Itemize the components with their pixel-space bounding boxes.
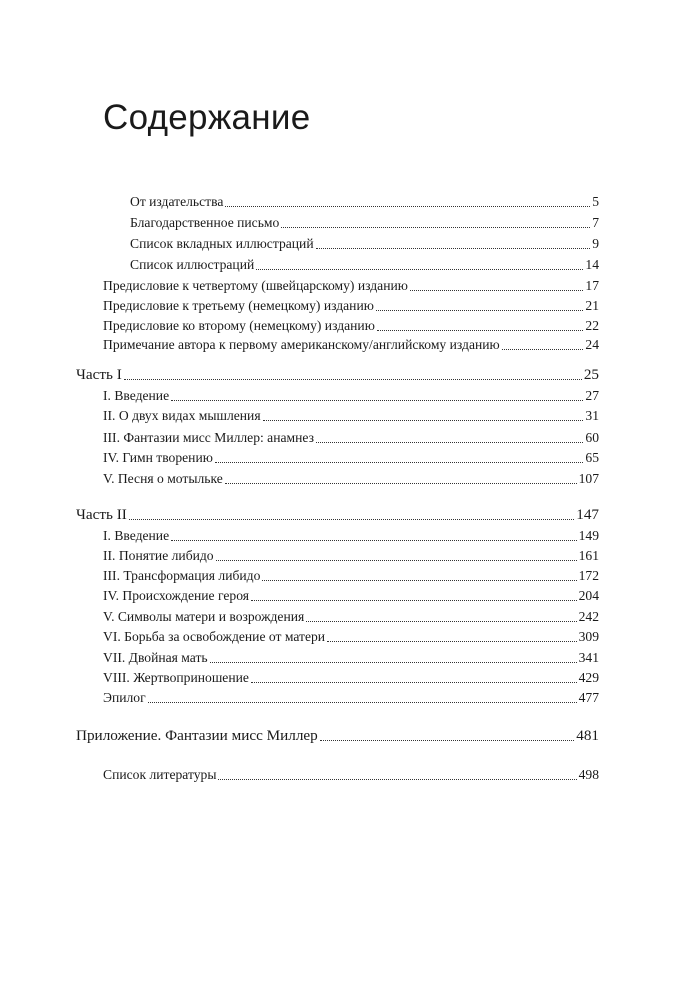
toc-entry-thanks[interactable] bbox=[130, 215, 599, 231]
dot-leader bbox=[320, 740, 574, 741]
toc-entry-page: 309 bbox=[578, 629, 599, 644]
dot-leader bbox=[148, 702, 577, 703]
toc-entry-title: V. Символы матери и возрождения bbox=[103, 609, 305, 624]
toc-entry-title: III. Трансформация либидо bbox=[103, 568, 261, 583]
dot-leader bbox=[225, 206, 590, 207]
dot-leader bbox=[281, 227, 590, 228]
toc-entry-page: 498 bbox=[578, 767, 599, 782]
toc-entry-title: Предисловие ко второму (немецкому) изданию bbox=[103, 318, 375, 333]
toc-entry-title: VI. Борьба за освобождение от матери bbox=[103, 629, 326, 644]
toc-entry-title: От издательства bbox=[130, 194, 224, 209]
toc-entry-page: 481 bbox=[576, 727, 599, 744]
dot-leader bbox=[376, 310, 584, 311]
toc-entry-page: 27 bbox=[585, 388, 599, 403]
dot-leader bbox=[377, 330, 584, 331]
dot-leader bbox=[218, 779, 576, 780]
toc-entry-chapter[interactable] bbox=[103, 408, 599, 424]
dot-leader bbox=[502, 349, 584, 350]
toc-entry-title: II. Понятие либидо bbox=[103, 548, 214, 563]
toc-entry-part-1[interactable] bbox=[76, 367, 599, 383]
toc-entry-epilogue[interactable] bbox=[103, 690, 599, 706]
toc-entry-page: 25 bbox=[583, 366, 599, 383]
toc-entry-page: 477 bbox=[578, 690, 599, 705]
dot-leader bbox=[263, 420, 584, 421]
toc-entry-page: 17 bbox=[585, 278, 599, 293]
toc-entry-chapter[interactable] bbox=[103, 588, 599, 604]
toc-entry-page: 31 bbox=[585, 408, 599, 423]
toc-entry-page: 204 bbox=[578, 588, 599, 603]
toc-entry-title: II. О двух видах мышления bbox=[103, 408, 261, 423]
toc-entry-illustrations[interactable] bbox=[130, 257, 599, 273]
toc-entry-page: 65 bbox=[585, 450, 599, 465]
dot-leader bbox=[316, 442, 583, 443]
dot-leader bbox=[216, 560, 577, 561]
toc-entry-page: 107 bbox=[578, 471, 599, 486]
toc-entry-bibliography[interactable] bbox=[103, 767, 599, 783]
toc-entry-publisher[interactable] bbox=[130, 194, 599, 210]
toc-entry-chapter[interactable] bbox=[103, 450, 599, 466]
toc-entry-preface-3[interactable] bbox=[103, 298, 599, 314]
dot-leader bbox=[124, 379, 582, 380]
dot-leader bbox=[251, 600, 577, 601]
toc-entry-chapter[interactable] bbox=[103, 388, 599, 404]
toc-entry-page: 60 bbox=[585, 430, 599, 445]
toc-entry-preface-2[interactable] bbox=[103, 318, 599, 334]
toc-entry-title: Список литературы bbox=[103, 767, 217, 782]
toc-entry-title: VIII. Жертвоприношение bbox=[103, 670, 249, 685]
dot-leader bbox=[306, 621, 576, 622]
toc-entry-title: Часть II bbox=[76, 506, 127, 523]
toc-entry-chapter[interactable] bbox=[103, 629, 599, 645]
dot-leader bbox=[210, 662, 577, 663]
toc-entry-page: 24 bbox=[585, 337, 599, 352]
toc-entry-chapter[interactable] bbox=[103, 528, 599, 544]
toc-entry-title: Часть I bbox=[76, 366, 122, 383]
page-title: Содержание bbox=[103, 98, 311, 137]
toc-entry-appendix[interactable] bbox=[76, 728, 599, 744]
toc-entry-title: V. Песня о мотыльке bbox=[103, 471, 223, 486]
toc-entry-title: Приложение. Фантазии мисс Миллер bbox=[76, 727, 318, 744]
dot-leader bbox=[171, 400, 583, 401]
toc-entry-page: 161 bbox=[578, 548, 599, 563]
toc-entry-author-note[interactable] bbox=[103, 337, 599, 353]
toc-entry-title: Список иллюстраций bbox=[130, 257, 255, 272]
toc-entry-title: Предисловие к четвертому (швейцарскому) изданию bbox=[103, 278, 408, 293]
toc-entry-chapter[interactable] bbox=[103, 670, 599, 686]
dot-leader bbox=[129, 519, 574, 520]
toc-entry-page: 22 bbox=[585, 318, 599, 333]
toc-entry-page: 429 bbox=[578, 670, 599, 685]
dot-leader bbox=[327, 641, 577, 642]
dot-leader bbox=[215, 462, 584, 463]
toc-entry-page: 149 bbox=[578, 528, 599, 543]
toc-entry-page: 242 bbox=[578, 609, 599, 624]
toc-entry-page: 341 bbox=[578, 650, 599, 665]
dot-leader bbox=[410, 290, 583, 291]
toc-entry-chapter[interactable] bbox=[103, 568, 599, 584]
toc-entry-page: 7 bbox=[592, 215, 599, 230]
toc-entry-chapter[interactable] bbox=[103, 548, 599, 564]
toc-entry-chapter[interactable] bbox=[103, 650, 599, 666]
toc-entry-page: 5 bbox=[592, 194, 599, 209]
toc-entry-title: Предисловие к третьему (немецкому) изданию bbox=[103, 298, 374, 313]
toc-entry-plates[interactable] bbox=[130, 236, 599, 252]
toc-entry-page: 14 bbox=[585, 257, 599, 272]
toc-entry-page: 172 bbox=[578, 568, 599, 583]
toc-entry-chapter[interactable] bbox=[103, 471, 599, 487]
toc-entry-page: 147 bbox=[576, 506, 599, 523]
toc-entry-title: IV. Происхождение героя bbox=[103, 588, 250, 603]
toc-entry-page: 21 bbox=[585, 298, 599, 313]
toc-entry-title: IV. Гимн творению bbox=[103, 450, 213, 465]
dot-leader bbox=[171, 540, 576, 541]
toc-entry-title: I. Введение bbox=[103, 528, 170, 543]
dot-leader bbox=[251, 682, 577, 683]
dot-leader bbox=[316, 248, 591, 249]
toc-entry-page: 9 bbox=[592, 236, 599, 251]
toc-entry-title: Эпилог bbox=[103, 690, 146, 705]
toc-entry-chapter[interactable] bbox=[103, 430, 599, 446]
toc-entry-title: VII. Двойная мать bbox=[103, 650, 208, 665]
dot-leader bbox=[256, 269, 583, 270]
dot-leader bbox=[262, 580, 576, 581]
toc-entry-part-2[interactable] bbox=[76, 507, 599, 523]
dot-leader bbox=[225, 483, 577, 484]
toc-entry-title: I. Введение bbox=[103, 388, 170, 403]
toc-entry-title: Примечание автора к первому американскому/английскому изданию bbox=[103, 337, 500, 352]
toc-entry-preface-4[interactable] bbox=[103, 278, 599, 294]
toc-entry-chapter[interactable] bbox=[103, 609, 599, 625]
toc-entry-title: Список вкладных иллюстраций bbox=[130, 236, 314, 251]
toc-entry-title: Благодарственное письмо bbox=[130, 215, 280, 230]
toc-entry-title: III. Фантазии мисс Миллер: анамнез bbox=[103, 430, 314, 445]
